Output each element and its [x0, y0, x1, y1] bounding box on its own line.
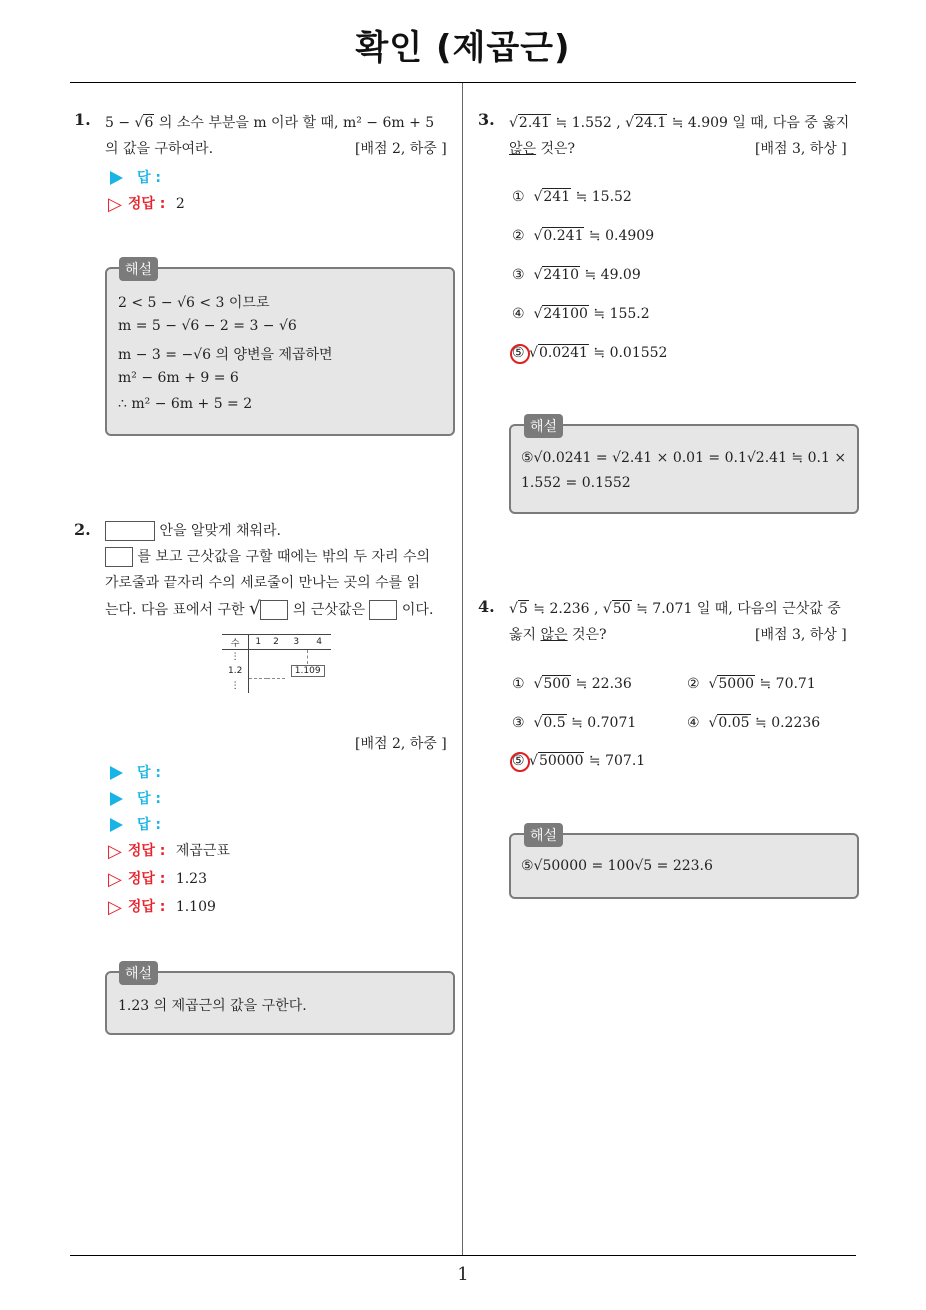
- choice-item: ② √0.241 ≒ 0.4909: [512, 228, 655, 244]
- table-cell: 1.2: [222, 664, 249, 679]
- choice-item: ① √500 ≒ 22.36: [512, 676, 632, 692]
- question-number: 1.: [74, 110, 91, 129]
- play-triangle-icon: [110, 792, 123, 806]
- question-text: √2.41 ≒ 1.552 , √24.1 ≒ 4.909 일 때, 다음 중 옳지: [509, 115, 850, 131]
- question-text: √5 ≒ 2.236 , √50 ≒ 7.071 일 때, 다음의 근삿값 중: [509, 601, 841, 617]
- choice-item: ② √5000 ≒ 70.71: [687, 676, 816, 692]
- solution-tag: 해설: [524, 414, 563, 438]
- answer-row: [110, 814, 161, 834]
- question-text-2: 를 보고 근삿값을 구할 때에는 밖의 두 자리 수의: [105, 546, 430, 567]
- correct-label: 정답 :: [127, 899, 166, 915]
- correct-answer-row: [108, 193, 185, 215]
- answer-label: 답 :: [137, 765, 161, 781]
- question-number: 3.: [478, 110, 495, 129]
- question-text-2: 않은 것은?: [509, 141, 576, 157]
- top-divider: [70, 82, 856, 83]
- blank-box: [105, 521, 155, 541]
- outline-triangle-icon: ▷: [108, 194, 122, 215]
- choice-item: ⑤ √50000 ≒ 707.1: [512, 753, 646, 769]
- play-triangle-icon: [110, 766, 123, 780]
- choice-item: ③ √2410 ≒ 49.09: [512, 267, 641, 283]
- score-meta: [배점 3, 하상 ]: [755, 627, 847, 643]
- table-header-cell: 2: [273, 637, 279, 647]
- question-number: 4.: [478, 597, 495, 616]
- correct-answer-row: [108, 868, 207, 890]
- table-header-cell: 3: [293, 637, 300, 647]
- question-text-4: 는다. 다음 표에서 구한 √ 의 근삿값은 이다.: [105, 598, 434, 619]
- bottom-divider: [70, 1255, 856, 1256]
- question-text-2: 의 값을 구하여라.: [105, 141, 214, 157]
- correct-value: 1.23: [175, 871, 207, 887]
- question-text: 5 − √6 의 소수 부분을 m 이라 할 때, m² − 6m + 5: [105, 115, 435, 131]
- solution-tag: 해설: [524, 823, 563, 847]
- question-number: 2.: [74, 520, 91, 539]
- solution-line: m² − 6m + 9 = 6: [118, 370, 239, 386]
- question-text-2: 옳지 않은 것은?: [509, 627, 607, 643]
- correct-answer-row: [108, 840, 230, 862]
- answer-row: [110, 762, 161, 782]
- solution-line: 1.23 의 제곱근의 값을 구한다.: [118, 998, 307, 1014]
- correct-label: 정답 :: [127, 871, 166, 887]
- table-header-cell: 1: [255, 637, 262, 647]
- table-cell: ⋮: [222, 650, 249, 665]
- answer-label: 답 :: [137, 170, 161, 186]
- solution-line: ∴ m² − 6m + 5 = 2: [118, 396, 253, 412]
- score-meta: [배점 3, 하상 ]: [755, 141, 847, 157]
- play-triangle-icon: [110, 171, 123, 185]
- blank-box: [105, 547, 133, 567]
- outline-triangle-icon: ▷: [108, 897, 122, 918]
- sqrt-symbol: √24.1: [625, 115, 667, 131]
- answer-row: [110, 788, 161, 808]
- correct-label: 정답 :: [127, 196, 166, 212]
- outline-triangle-icon: ▷: [108, 869, 122, 890]
- score-meta: [배점 2, 하중 ]: [355, 141, 447, 157]
- table-header-cell: 수: [222, 635, 249, 650]
- correct-value: 1.109: [175, 899, 216, 915]
- page-title: 확인 (제곱근): [355, 28, 571, 68]
- correct-answer-row: [108, 896, 216, 918]
- page-number: 1: [457, 1264, 469, 1285]
- answer-label: 답 :: [137, 817, 161, 833]
- solution-line: 1.552 = 0.1552: [521, 475, 631, 491]
- column-divider: [462, 83, 463, 1256]
- correct-value: 2: [175, 196, 185, 212]
- table-cell: ⋮: [222, 679, 249, 694]
- solution-line: ⑤√50000 = 100√5 = 223.6: [521, 858, 713, 874]
- play-triangle-icon: [110, 818, 123, 832]
- sqrt-symbol: √50: [602, 601, 631, 617]
- correct-value: 제곱근표: [175, 843, 230, 859]
- table-header-cell: 4: [316, 637, 322, 647]
- outline-triangle-icon: ▷: [108, 841, 122, 862]
- sqrt-symbol: √2.41: [509, 115, 551, 131]
- sqrt-symbol: √6: [134, 115, 154, 131]
- question-text: 안을 알맞게 채워라.: [105, 520, 281, 541]
- choice-item: ⑤ √0.0241 ≒ 0.01552: [512, 345, 668, 361]
- choice-item: ① √241 ≒ 15.52: [512, 189, 632, 205]
- square-root-table: [222, 634, 331, 693]
- solution-tag: 해설: [119, 961, 158, 985]
- solution-line: m = 5 − √6 − 2 = 3 − √6: [118, 318, 297, 334]
- answer-row: [110, 167, 161, 187]
- blank-box: [260, 600, 288, 620]
- solution-tag: 해설: [119, 257, 158, 281]
- choice-item: ④ √0.05 ≒ 0.2236: [687, 715, 821, 731]
- table-value: 1.109: [291, 665, 325, 677]
- correct-label: 정답 :: [127, 843, 166, 859]
- solution-line: 2 < 5 − √6 < 3 이므로: [118, 295, 270, 311]
- choice-item: ③ √0.5 ≒ 0.7071: [512, 715, 637, 731]
- sqrt-symbol: √: [248, 598, 261, 619]
- score-meta: [배점 2, 하중 ]: [355, 736, 447, 752]
- sqrt-symbol: √5: [509, 601, 528, 617]
- blank-box: [369, 600, 397, 620]
- question-text-3: 가로줄과 끝자리 수의 세로줄이 만나는 곳의 수를 읽: [105, 575, 421, 591]
- choice-item: ④ √24100 ≒ 155.2: [512, 306, 650, 322]
- answer-label: 답 :: [137, 791, 161, 807]
- solution-box: [509, 424, 859, 514]
- solution-line: ⑤√0.0241 = √2.41 × 0.01 = 0.1√2.41 ≒ 0.1 ×: [521, 450, 847, 466]
- solution-line: m − 3 = −√6 의 양변을 제곱하면: [118, 347, 333, 363]
